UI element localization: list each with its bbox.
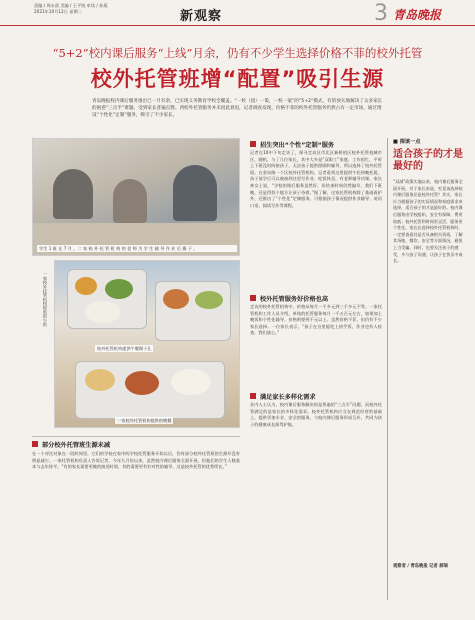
article-lead: 青岛晚报校内课后服务推出已一月有余，已实现义务教育学校全覆盖。“一校（园）一策，一校一案”的“5+2”模式，有的放矢地解决了众多家长的困惑“三点半”难题。受到家长普遍点赞。西校外托管服务并未因此衰退，记者调查发现，价格不菲的校外托管服务仍然占有一定市场，通过增设“个性化”定制“服务，吸引了不少家长。 [92, 99, 383, 119]
meal-photo-side-caption: 一家校外托管机构提供的午饭 [43, 272, 48, 327]
section-name: 新观察 [180, 9, 223, 24]
article-headline: 校外托管班增“配置”吸引生源 [90, 67, 385, 91]
sidebar-title: 适合孩子的才是最好的 [393, 149, 463, 172]
classroom-photo [32, 138, 240, 256]
page-number: 3 [374, 1, 388, 26]
column-divider [387, 138, 388, 600]
commentary-sidebar [393, 138, 463, 569]
sidebar-tag: ■ 探谈一点 [393, 139, 421, 145]
masthead-date: 2021年10月12日 星期二 [34, 9, 82, 14]
section-2-title: 校外托管服务好价格也高 [250, 294, 328, 303]
sidebar-text: “双减”政策实施以来，校内课后服务全面开展，对于家长来说，究竟该选择校内课后服务还是校外托管？其实，家长应当根据孩子的实际情况和家庭需求来选择，适合孩子的才是最好的。校内课后服务由学校组织，安全有保障，费用较低；校外托管则时间更灵活，服务更个性化。家长在选择校外托管机构时，一定要查看其是否具备相关资质，了解其场地、餐饮、安全等方面情况，避免上当受骗。同时，也要关注孩子的感受，多与孩子沟通，让孩子在快乐中成长。 [393, 179, 463, 264]
section-3-title: 部分校外托管班生源未减 [32, 440, 110, 449]
divider [32, 436, 240, 437]
section-4-text: 业内人士认为，校内课后服务解决的是普遍的“三点半”问题，而校外托管满足的是家长的多样化需求。校外托管机构应当在规范经营的基础上，提供更加专业、安全的服务，与校内课后服务形成互补，共同为孩子的健康成长保驾护航。 [250, 402, 382, 427]
section-1-title: 招生突出“个性”定制“服务 [250, 140, 334, 149]
meal-photo-caption: 校外托管机构提供午餐摄于孔 [97, 346, 152, 351]
sidebar-credit: 观察者 / 青岛晚报 记者 郝瑞 [393, 564, 448, 569]
newspaper-logo: 青岛晚报 [393, 8, 442, 22]
classroom-photo-caption: 学生 1 班 在 7 月 ，二 家 校 外 托 管 机 构 的 老 师 为 学 生 辅 导 作 业 后 摄 于 。 [37, 245, 237, 252]
meal-photo [54, 260, 240, 428]
section-3-text: 在一个对比对象在一段时间里，它们的学校在家中的学校托管服务开始以后，仍有部分校外托管班的生源并没有明显减少。一家托管机构负责人告诉记者，今年九月份以来，虽然校内课后服务全面开展，但他们的学生人数基本与去年持平。“有的家长需要更晚的接送时间，有的需要更有针对性的辅导，这是校外托管的优势所在。” [32, 451, 240, 470]
meal-photo-bottom-caption: 一家校外托管机构提供的晚餐 [117, 418, 172, 423]
masthead-meta [34, 3, 108, 15]
section-1-text: 记者在10中下旬走访了，探寻走岛区市北区新桥的区校外托管校城市区，随机，与了几位家长，其中大多是“双职工”家庭，工作很忙，平时上下班没时间接孩子，无法孩子提供照顾和辅导，所以选择了校外托管班。在金岛路一个区校外托管机构，记者看到这里提供午托和晚托班，孩子放学后可以被接到这里写作业、吃饭休息，有老师辅导功课。家长林女士说，“学校的课后服务虽然好，但结束时间仍然偏早，我们下班晚，还是得找个地方让孩子待着。”据了解，这家托管机构除了基础看护外，还推出了“个性化”定制服务，可根据孩子情况提供作业辅导、英语口语、阅读写作等课程。 [250, 150, 382, 208]
masthead-editors: 责编 / 周永贤 美编 / 王平锐 审读 / 孙燕 [34, 3, 108, 8]
section-4-title: 满足家长多样化需求 [250, 392, 316, 401]
article-subheadline: “5+2”校内课后服务“上线”月余，仍有不少学生选择价格不菲的校外托管 [52, 46, 423, 60]
masthead [0, 0, 475, 26]
section-2-text: 走访的校外托管机构中，价格从每月一千多元到三千多元不等。一家托管机构工作人员介绍，单纯的托管服务每月一千五百元左右，如果加上晚饭和个性化辅导，价格则要两千元以上。虽然价格不菲，但仍有不少家长选择。一位家长表示，“孩子在这里能吃上热乎饭，作业也有人检查，我们放心。” [250, 304, 382, 336]
